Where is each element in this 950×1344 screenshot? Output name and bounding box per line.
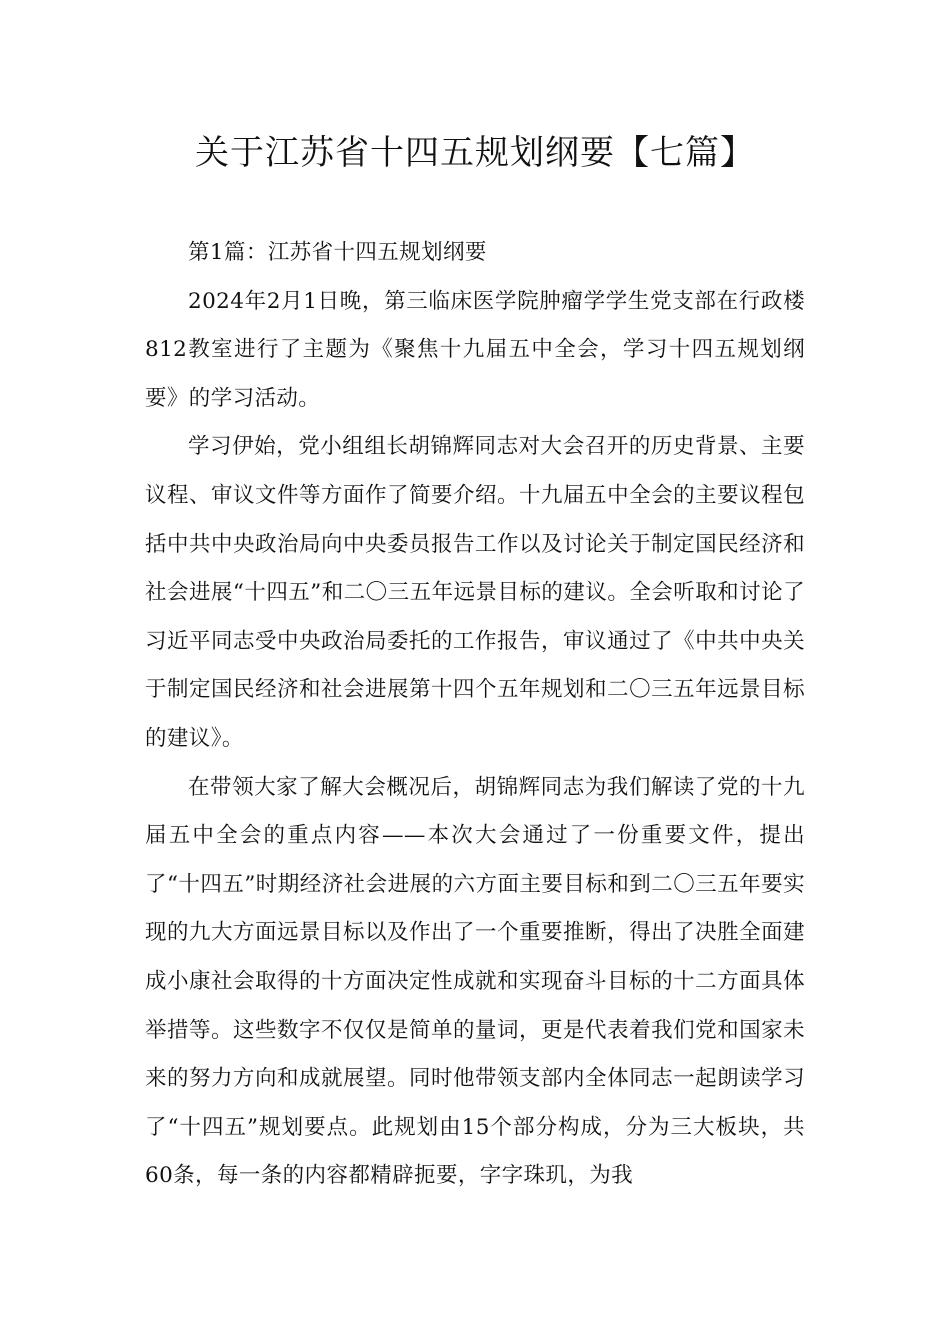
paragraph: 学习伊始，党小组组长胡锦辉同志对大会召开的历史背景、主要议程、审议文件等方面作了简要介绍。十九届五中全会的主要议程包括中共中央政治局向中央委员报告工作以及讨论关于制定国民经济和社会进展“十四五”和二〇三五年远景目标的建议。全会听取和讨论了习近平同志受中央政治局委托的工作报告，审议通过了《中共中央关于制定国民经济和社会进展第十四个五年规划和二〇三五年远景目标的建议》。 — [145, 434, 805, 751]
paragraph: 2024年2月1日晚，第三临床医学院肿瘤学学生党支部在行政楼812教室进行了主题为《聚焦十九届五中全会，学习十四五规划纲要》的学习活动。 — [145, 288, 805, 411]
document-title: 关于江苏省十四五规划纲要【七篇】 — [195, 133, 755, 173]
paragraph: 在带领大家了解大会概况后，胡锦辉同志为我们解读了党的十九届五中全会的重点内容——本次大会通过了一份重要文件，提出了“十四五”时期经济社会进展的六方面主要目标和到二〇三五年要实现的九大方面远景目标以及作出了一个重要推断，得出了决胜全面建成小康社会取得的十方面决定性成就和实现奋斗目标的十二方面具体举措等。这些数字不仅仅是简单的量词，更是代表着我们党和国家未来的努力方向和成就展望。同时他带领支部内全体同志一起朗读学习了“十四五”规划要点。此规划由15个部分构成，分为三大板块，共60条，每一条的内容都精辟扼要，字字珠玑，为我 — [145, 774, 805, 1189]
document-body — [145, 229, 805, 1201]
section-heading: 第1篇：江苏省十四五规划纲要 — [188, 240, 487, 265]
